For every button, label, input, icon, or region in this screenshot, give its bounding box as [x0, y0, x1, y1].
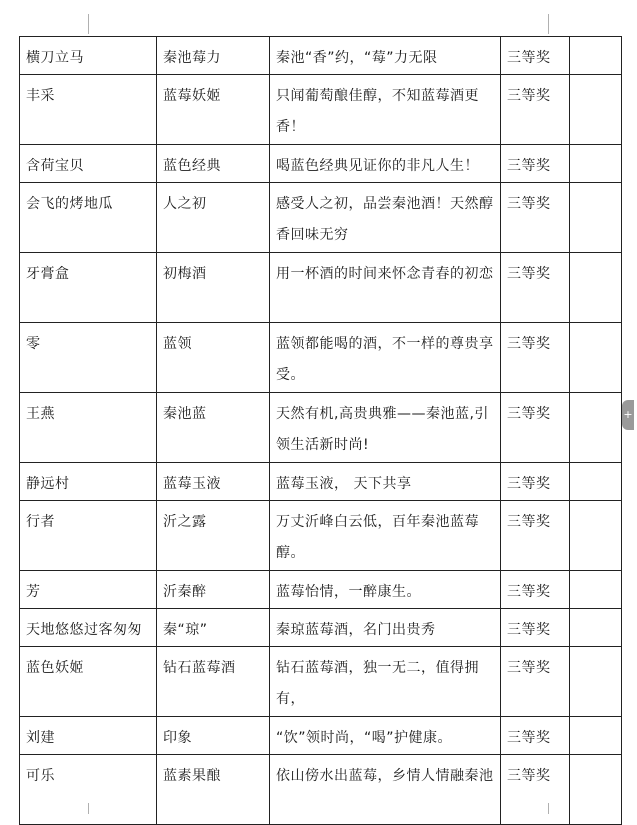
crop-mark-top-left [88, 14, 89, 34]
cell-name: 静远村 [20, 463, 157, 501]
cell-title: 秦“琼” [157, 609, 270, 647]
awards-table-body [20, 37, 622, 825]
cell-title: 人之初 [157, 183, 270, 253]
cell-extra [570, 323, 622, 393]
cell-name: 零 [20, 323, 157, 393]
cell-name: 含荷宝贝 [20, 145, 157, 183]
cell-title: 印象 [157, 717, 270, 755]
cell-slogan: 秦琼蓝莓酒，名门出贵秀 [270, 609, 501, 647]
table-row [20, 755, 622, 825]
cell-slogan: 钻石蓝莓酒，独一无二，值得拥有， [270, 647, 501, 717]
cell-extra [570, 145, 622, 183]
awards-table [19, 36, 622, 825]
table-row [20, 501, 622, 571]
cell-name: 会飞的烤地瓜 [20, 183, 157, 253]
cell-slogan: 天然有机,高贵典雅——秦池蓝,引领生活新时尚! [270, 393, 501, 463]
cell-extra [570, 609, 622, 647]
cell-award: 三等奖 [501, 75, 570, 145]
cell-extra [570, 463, 622, 501]
table-row [20, 253, 622, 323]
cell-extra [570, 37, 622, 75]
table-row [20, 717, 622, 755]
cell-title: 蓝素果酿 [157, 755, 270, 825]
cell-title: 初梅酒 [157, 253, 270, 323]
cell-award: 三等奖 [501, 463, 570, 501]
cell-slogan: 感受人之初，品尝秦池酒！天然醇香回味无穷 [270, 183, 501, 253]
cell-extra [570, 183, 622, 253]
cell-extra [570, 755, 622, 825]
cell-award: 三等奖 [501, 183, 570, 253]
cell-extra [570, 393, 622, 463]
cell-slogan: 万丈沂峰白云低，百年秦池蓝莓醇。 [270, 501, 501, 571]
table-row [20, 75, 622, 145]
cell-title: 秦池莓力 [157, 37, 270, 75]
cell-award: 三等奖 [501, 571, 570, 609]
cell-slogan: 依山傍水出蓝莓，乡情人情融秦池 [270, 755, 501, 825]
table-row [20, 323, 622, 393]
cell-award: 三等奖 [501, 755, 570, 825]
crop-mark-top-right [548, 14, 549, 34]
cell-name: 可乐 [20, 755, 157, 825]
cell-title: 蓝色经典 [157, 145, 270, 183]
cell-slogan: 蓝莓怡情，一醉康生。 [270, 571, 501, 609]
cell-title: 钻石蓝莓酒 [157, 647, 270, 717]
cell-slogan: 用一杯酒的时间来怀念青春的初恋 [270, 253, 501, 323]
table-row [20, 393, 622, 463]
cell-slogan: 只闻葡萄酿佳醇，不知蓝莓酒更香！ [270, 75, 501, 145]
cell-title: 沂秦醉 [157, 571, 270, 609]
cell-name: 蓝色妖姬 [20, 647, 157, 717]
cell-extra [570, 647, 622, 717]
cell-extra [570, 717, 622, 755]
cell-award: 三等奖 [501, 393, 570, 463]
cell-award: 三等奖 [501, 501, 570, 571]
cell-award: 三等奖 [501, 717, 570, 755]
cell-extra [570, 253, 622, 323]
plus-icon: + [623, 408, 633, 421]
table-row [20, 37, 622, 75]
cell-extra [570, 75, 622, 145]
cell-name: 刘建 [20, 717, 157, 755]
cell-slogan: “饮”领时尚，“喝”护健康。 [270, 717, 501, 755]
table-row [20, 145, 622, 183]
cell-extra [570, 571, 622, 609]
cell-slogan: 蓝领都能喝的酒，不一样的尊贵享受。 [270, 323, 501, 393]
cell-title: 沂之露 [157, 501, 270, 571]
cell-slogan: 喝蓝色经典见证你的非凡人生！ [270, 145, 501, 183]
side-panel-handle[interactable] [622, 400, 634, 430]
cell-name: 王燕 [20, 393, 157, 463]
cell-name: 丰采 [20, 75, 157, 145]
cell-award: 三等奖 [501, 145, 570, 183]
cell-slogan: 秦池“香”约，“莓”力无限 [270, 37, 501, 75]
cell-award: 三等奖 [501, 253, 570, 323]
cell-slogan: 蓝莓玉液， 天下共享 [270, 463, 501, 501]
table-row [20, 571, 622, 609]
table-row [20, 609, 622, 647]
table-row [20, 463, 622, 501]
cell-name: 行者 [20, 501, 157, 571]
table-row [20, 647, 622, 717]
cell-award: 三等奖 [501, 323, 570, 393]
cell-name: 天地悠悠过客匆匆 [20, 609, 157, 647]
cell-award: 三等奖 [501, 37, 570, 75]
cell-extra [570, 501, 622, 571]
cell-title: 蓝莓妖姬 [157, 75, 270, 145]
cell-title: 秦池蓝 [157, 393, 270, 463]
cell-name: 横刀立马 [20, 37, 157, 75]
table-row [20, 183, 622, 253]
cell-title: 蓝领 [157, 323, 270, 393]
cell-award: 三等奖 [501, 647, 570, 717]
cell-title: 蓝莓玉液 [157, 463, 270, 501]
cell-name: 芳 [20, 571, 157, 609]
cell-award: 三等奖 [501, 609, 570, 647]
cell-name: 牙膏盒 [20, 253, 157, 323]
